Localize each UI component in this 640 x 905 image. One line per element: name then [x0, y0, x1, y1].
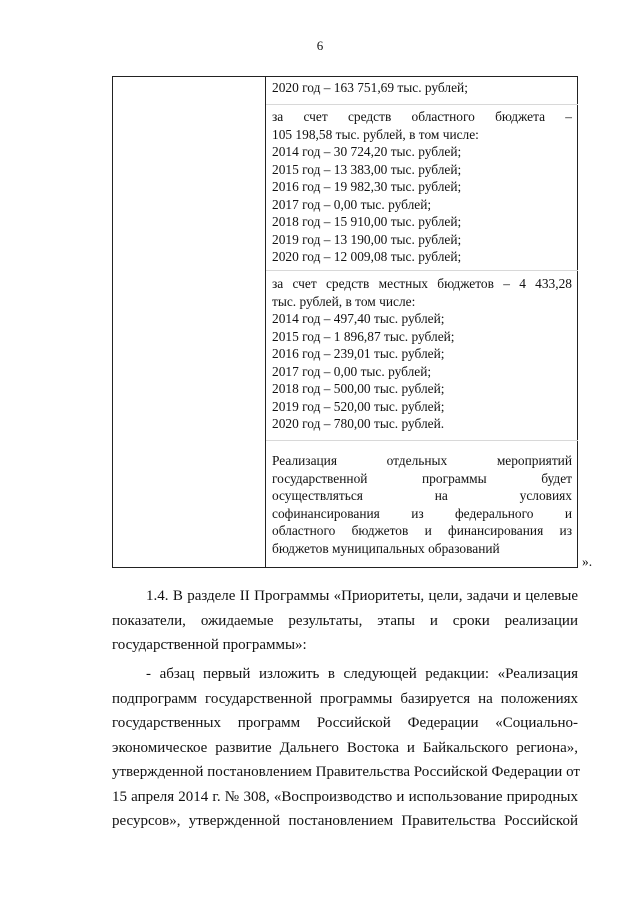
table-line: софинансирования из федерального и	[272, 505, 572, 521]
page-number: 6	[316, 38, 324, 53]
table-line: областного бюджетов и финансирования из	[272, 523, 572, 538]
table-line: 2017 год – 0,00 тыс. рублей;	[272, 363, 432, 379]
table-line: 2015 год – 13 383,00 тыс. рублей;	[272, 161, 462, 177]
table-line: осуществляться на условиях	[272, 488, 572, 503]
paragraph-line: государственных программ Российской Федерации «Социально-	[112, 715, 578, 731]
paragraph-line: 1.4. В разделе II Программы «Приоритеты, цели, задачи и целевые	[146, 588, 578, 604]
paragraph-line: утвержденной постановлением Правительства Российской Федерации от	[112, 764, 580, 780]
funding-block-regional-budget	[272, 108, 572, 266]
table-line: тыс. рублей, в том числе:	[272, 293, 416, 309]
closing-quote: ».	[582, 554, 593, 569]
table-line: 2015 год – 1 896,87 тыс. рублей;	[272, 328, 455, 344]
paragraph-section-1-4	[112, 584, 578, 658]
table-line: Реализация отдельных мероприятий	[272, 453, 572, 468]
table-line: 2019 год – 13 190,00 тыс. рублей;	[272, 231, 462, 247]
table-line: 2018 год – 15 910,00 тыс. рублей;	[272, 214, 462, 229]
table-line: государственной программы будет	[272, 470, 572, 486]
paragraph-line: показатели, ожидаемые результаты, этапы и сроки реализации	[112, 612, 578, 629]
table-line: 2020 год – 780,00 тыс. рублей.	[272, 416, 445, 431]
funding-block-local-budgets	[272, 275, 572, 433]
paragraph-line: - абзац первый изложить в следующей редакции: «Реализация	[146, 666, 578, 682]
table-line: 2020 год – 163 751,69 тыс. рублей;	[272, 80, 468, 95]
paragraph-line: 15 апреля 2014 г. № 308, «Воспроизводство и использование природных	[112, 788, 578, 805]
table-line: 105 198,58 тыс. рублей, в том числе:	[272, 126, 479, 142]
table-line: 2019 год – 520,00 тыс. рублей;	[272, 398, 445, 414]
table-line: 2018 год – 500,00 тыс. рублей;	[272, 381, 445, 396]
table-line: бюджетов муниципальных образований	[272, 540, 500, 556]
table-line: 2020 год – 12 009,08 тыс. рублей;	[272, 249, 462, 264]
funding-block-implementation-note	[272, 452, 572, 557]
table-line: за счет средств местных бюджетов – 4 433,28	[272, 276, 572, 291]
table-column-divider	[265, 76, 266, 568]
cell-separator	[266, 104, 578, 105]
table-line: за счет средств областного бюджета –	[272, 109, 572, 124]
table-line: 2014 год – 497,40 тыс. рублей;	[272, 311, 445, 326]
paragraph-line: ресурсов», утвержденной постановлением Правительства Российской	[112, 813, 578, 829]
paragraph-line: подпрограмм государственной программы базируется на положениях	[112, 690, 578, 707]
paragraph-amendment	[112, 662, 578, 834]
cell-separator	[266, 440, 578, 441]
table-line: 2014 год – 30 724,20 тыс. рублей;	[272, 144, 462, 159]
table-line: 2016 год – 239,01 тыс. рублей;	[272, 346, 445, 361]
paragraph-line: государственной программы»:	[112, 637, 307, 653]
funding-block-total-2020	[272, 79, 572, 97]
table-line: 2016 год – 19 982,30 тыс. рублей;	[272, 179, 462, 194]
table-line: 2017 год – 0,00 тыс. рублей;	[272, 196, 432, 212]
paragraph-line: экономическое развитие Дальнего Востока и Байкальского региона»,	[112, 739, 578, 756]
cell-separator	[266, 270, 578, 271]
